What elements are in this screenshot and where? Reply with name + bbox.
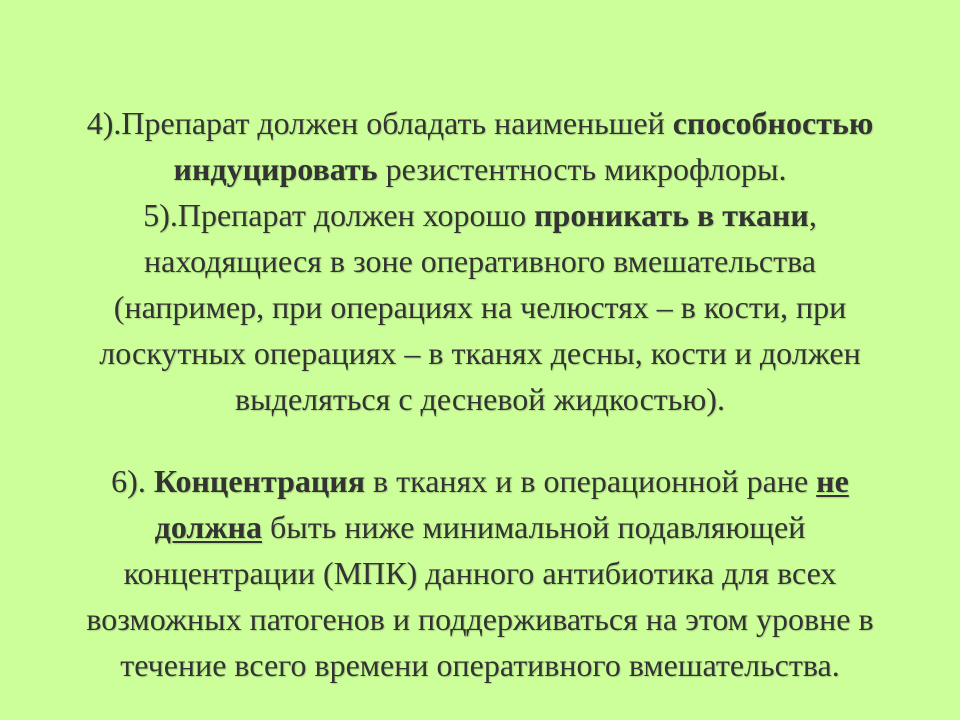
text-run: , xyxy=(808,197,817,233)
text-line xyxy=(0,100,960,146)
text-line: течение всего времени оперативного вмешательства. xyxy=(120,647,840,683)
requirements-4-5-text xyxy=(0,100,960,422)
bold-text: Концентрация xyxy=(153,463,366,499)
text-line: возможных патогенов и поддерживаться на этом уровне в xyxy=(86,601,874,637)
text-line: выделяться с десневой жидкостью). xyxy=(235,381,725,417)
bold-text: проникать в ткани xyxy=(534,197,809,233)
text-line xyxy=(0,192,960,238)
text-run: 4).Препарат должен обладать наименьшей xyxy=(86,105,673,141)
text-run: в тканях и в операционной ране xyxy=(365,463,817,499)
text-line: (например, при операциях на челюстях – в кости, при xyxy=(113,289,847,325)
text-run: 5).Препарат должен хорошо xyxy=(143,197,535,233)
bold-text: способностью xyxy=(672,105,874,141)
text-run: резистентность микрофлоры. xyxy=(377,151,787,187)
text-line: концентрации (МПК) данного антибиотика для всех xyxy=(123,555,837,591)
text-line: находящиеся в зоне оперативного вмешательства xyxy=(144,243,816,279)
text-run: 6). xyxy=(111,463,154,499)
text-run: быть ниже минимальной подавляющей xyxy=(261,509,806,545)
bold-underlined-text: не xyxy=(816,463,849,499)
bold-underlined-text: должна xyxy=(154,509,262,545)
text-line xyxy=(0,504,960,550)
text-line xyxy=(0,458,960,504)
bold-text: индуцировать xyxy=(173,151,378,187)
text-line: лоскутных операциях – в тканях десны, кости и должен xyxy=(99,335,861,371)
requirement-6-text xyxy=(0,458,960,688)
text-line xyxy=(0,146,960,192)
